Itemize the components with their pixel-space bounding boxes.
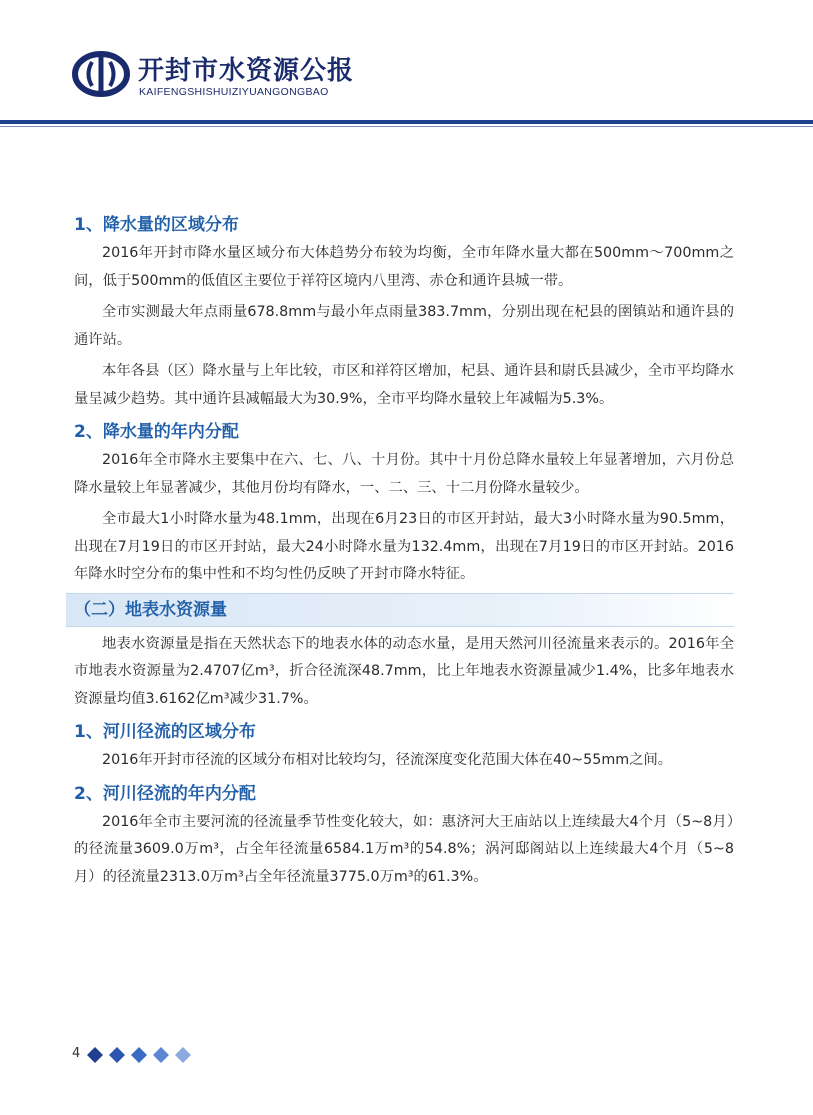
page-number: 4 [72, 1046, 81, 1061]
heading-runoff-annual: 2、河川径流的年内分配 [74, 783, 256, 804]
page-header [0, 0, 813, 130]
publication-title: 开封市水资源公报 [138, 56, 355, 86]
paragraph: 全市实测最大年点雨量678.8mm与最小年点雨量383.7mm，分别出现在杞县的圉镇站和通许县的通许站。 [74, 304, 734, 348]
paragraph: 全市最大1小时降水量为48.1mm，出现在6月23日的市区开封站，最大3小时降水量为90.5mm，出现在7月19日的市区开封站，最大24小时降水量为132.4mm，出现在7月19日的市区开封站。2016年降水时空分布的集中性和不均匀性仍反映了开封市降水特征。 [74, 511, 734, 582]
heading-precip-annual: 2、降水量的年内分配 [74, 422, 239, 442]
paragraph: 2016年全市主要河流的径流量季节性变化较大，如：惠济河大王庙站以上连续最大4个月（5~8月）的径流量3609.0万m³，占全年径流量6584.1万m³的54.8%；涡河邸阁站以上连续最大4个月（5~8月）的径流量2313.0万m³占全年径流量3775.0万m³的61.3%。 [74, 813, 734, 885]
section-heading-surface-water: （二）地表水资源量 [66, 593, 734, 627]
kaifeng-water-logo-icon [72, 50, 130, 98]
heading-runoff-regional: 1、河川径流的区域分布 [74, 722, 256, 742]
paragraph: 2016年开封市径流的区域分布相对比较均匀，径流深度变化范围大体在40~55mm之间。 [102, 752, 673, 768]
header-rule [0, 120, 813, 124]
paragraph: 2016年全市降水主要集中在六、七、八、十月份。其中十月份总降水量较上年显著增加，六月份总降水量较上年显著减少，其他月份均有降水，一、二、三、十二月份降水量较少。 [74, 452, 734, 496]
paragraph: 地表水资源量是指在天然状态下的地表水体的动态水量，是用天然河川径流量来表示的。2016年全市地表水资源量为2.4707亿m³，折合径流深48.7mm，比上年地表水资源量减少1.4%，比多年地表水资源量均值3.6162亿m³减少31.7%。 [74, 635, 734, 707]
heading-precip-regional: 1、降水量的区域分布 [74, 215, 239, 235]
diamond-row-icon [86, 1046, 206, 1064]
publication-subtitle: KAIFENGSHISHUIZIYUANGONGBAO [139, 86, 329, 98]
paragraph: 2016年开封市降水量区域分布大体趋势分布较为均衡，全市年降水量大都在500mm～700mm之间，低于500mm的低值区主要位于祥符区境内八里湾、赤仓和通许县城一带。 [74, 245, 734, 289]
paragraph: 本年各县（区）降水量与上年比较，市区和祥符区增加，杞县、通许县和尉氏县减少，全市平均降水量呈减少趋势。其中通许县减幅最大为30.9%，全市平均降水量较上年减幅为5.3%。 [74, 363, 734, 407]
header-rule-thin [0, 126, 813, 127]
document-body [74, 210, 734, 895]
